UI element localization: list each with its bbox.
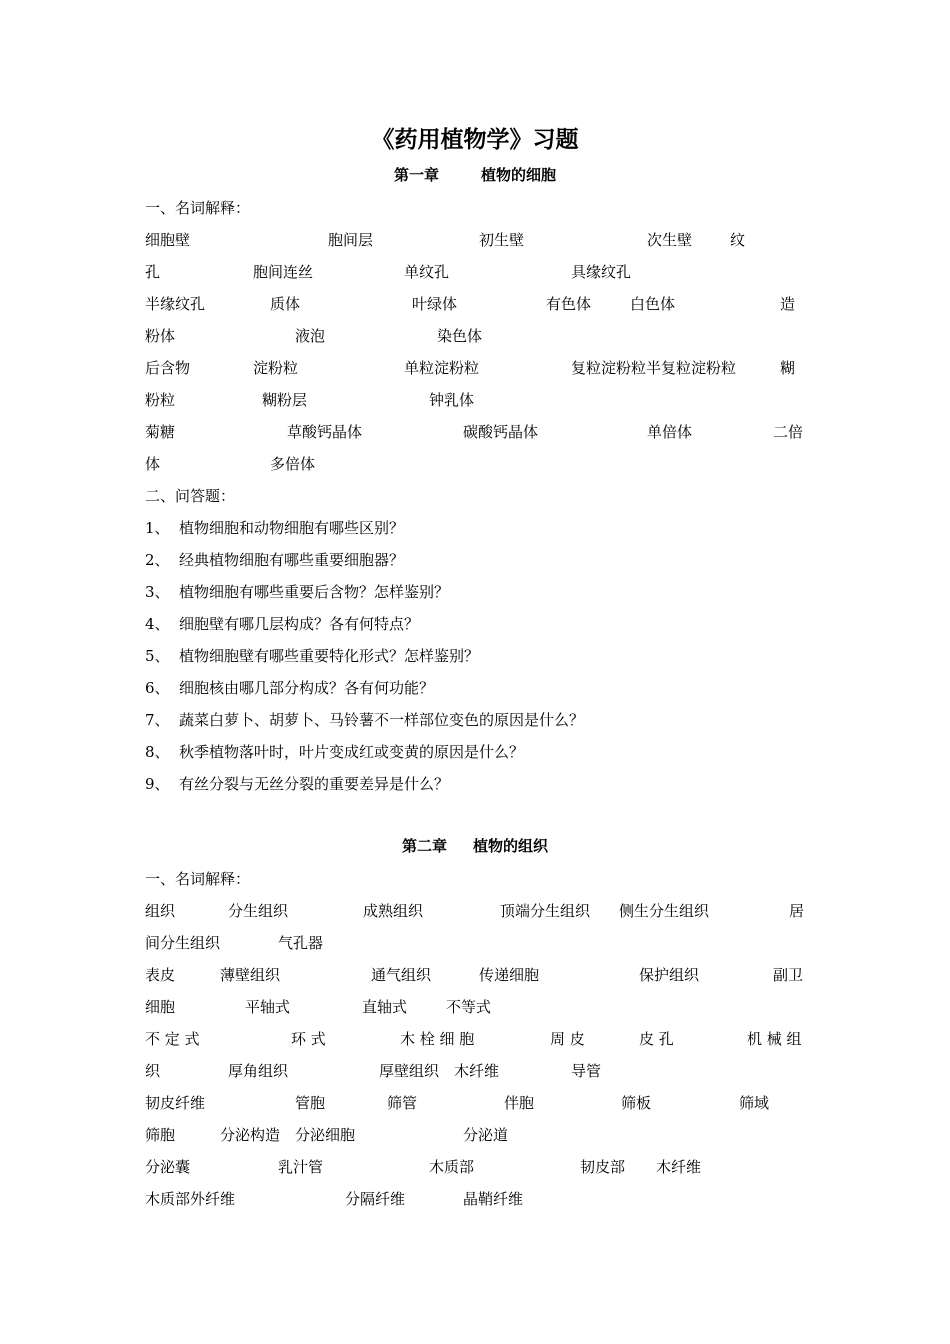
term: 周 皮	[550, 1030, 585, 1048]
term: 粉粒	[145, 391, 176, 409]
term-row	[145, 931, 810, 955]
question-item	[145, 740, 810, 764]
term: 分泌道	[463, 1126, 509, 1144]
term: 筛胞	[145, 1126, 176, 1144]
chapter-2-number: 第二章	[401, 837, 447, 855]
question-number: 8、	[145, 743, 170, 761]
term: 筛域	[739, 1094, 770, 1112]
term: 顶端分生组织	[500, 902, 591, 920]
question-item	[145, 516, 810, 540]
term: 织	[145, 1062, 161, 1080]
term: 淀粉粒	[253, 359, 299, 377]
term: 单倍体	[647, 423, 693, 441]
question-text: 植物细胞壁有哪些重要特化形式？怎样鉴别？	[179, 647, 480, 665]
chapter-1-heading	[0, 163, 950, 187]
term: 不等式	[446, 998, 492, 1016]
term: 有色体	[546, 295, 592, 313]
term: 分泌细胞	[295, 1126, 356, 1144]
term: 韧皮纤维	[145, 1094, 206, 1112]
term: 分生组织	[228, 902, 289, 920]
term: 染色体	[437, 327, 483, 345]
term: 草酸钙晶体	[287, 423, 363, 441]
chapter-1-title: 植物的细胞	[481, 166, 557, 184]
question-item	[145, 580, 810, 604]
term: 白色体	[630, 295, 676, 313]
term: 筛管	[387, 1094, 418, 1112]
term: 胞间连丝	[253, 263, 314, 281]
question-item	[145, 612, 810, 636]
term: 侧生分生组织	[619, 902, 710, 920]
section-label: 二、问答题：	[145, 487, 236, 505]
term-row	[145, 292, 810, 316]
section-label: 一、名词解释：	[145, 870, 251, 888]
term: 导管	[571, 1062, 602, 1080]
term: 乳汁管	[278, 1158, 324, 1176]
term-row	[145, 1187, 810, 1211]
term: 胞间层	[328, 231, 374, 249]
term: 初生壁	[479, 231, 525, 249]
term-row	[145, 995, 810, 1019]
term: 后含物	[145, 359, 191, 377]
term: 保护组织	[639, 966, 700, 984]
term: 厚角组织	[228, 1062, 289, 1080]
term-row	[145, 1091, 810, 1115]
question-text: 植物细胞和动物细胞有哪些区别？	[179, 519, 405, 537]
term: 气孔器	[278, 934, 324, 952]
term: 平轴式	[245, 998, 291, 1016]
question-item	[145, 676, 810, 700]
term: 糊粉层	[262, 391, 308, 409]
term: 复粒淀粉粒半复粒淀粉粒	[571, 359, 737, 377]
term: 液泡	[295, 327, 326, 345]
term: 木质部	[429, 1158, 475, 1176]
term-row	[145, 963, 810, 987]
term-row	[145, 260, 810, 284]
question-number: 2、	[145, 551, 170, 569]
term: 分泌囊	[145, 1158, 191, 1176]
term: 居	[789, 902, 805, 920]
question-number: 7、	[145, 711, 170, 729]
term-row	[145, 1059, 810, 1083]
question-item	[145, 708, 810, 732]
term: 晶鞘纤维	[463, 1190, 524, 1208]
term: 皮 孔	[639, 1030, 674, 1048]
term: 韧皮部	[580, 1158, 626, 1176]
question-text: 有丝分裂与无丝分裂的重要差异是什么？	[179, 775, 450, 793]
question-number: 9、	[145, 775, 170, 793]
term-row	[145, 899, 810, 923]
term: 木纤维	[656, 1158, 702, 1176]
question-item	[145, 644, 810, 668]
question-item	[145, 772, 810, 796]
term: 通气组织	[371, 966, 432, 984]
term: 表皮	[145, 966, 176, 984]
term: 机 械 组	[747, 1030, 802, 1048]
term: 成熟组织	[363, 902, 424, 920]
question-item	[145, 548, 810, 572]
term: 纹	[730, 231, 746, 249]
term: 副卫	[773, 966, 804, 984]
term: 二倍	[773, 423, 804, 441]
question-number: 1、	[145, 519, 170, 537]
term: 次生壁	[647, 231, 693, 249]
term: 单纹孔	[404, 263, 450, 281]
term: 菊糖	[145, 423, 176, 441]
chapter-2-title: 植物的组织	[473, 837, 549, 855]
term-row	[145, 1123, 810, 1147]
term: 孔	[145, 263, 161, 281]
term: 分泌构造	[220, 1126, 281, 1144]
term-row	[145, 388, 810, 412]
question-text: 经典植物细胞有哪些重要细胞器？	[179, 551, 405, 569]
term: 环 式	[291, 1030, 326, 1048]
term-row	[145, 420, 810, 444]
term: 不 定 式	[145, 1030, 200, 1048]
term: 造	[780, 295, 796, 313]
question-number: 4、	[145, 615, 170, 633]
term: 钟乳体	[429, 391, 475, 409]
question-text: 蔬菜白萝卜、胡萝卜、马铃薯不一样部位变色的原因是什么？	[179, 711, 585, 729]
chapter-1-number: 第一章	[393, 166, 439, 184]
question-text: 秋季植物落叶时，叶片变成红或变黄的原因是什么？	[179, 743, 525, 761]
term: 细胞	[145, 998, 176, 1016]
term-row	[145, 356, 810, 380]
term: 碳酸钙晶体	[463, 423, 539, 441]
term: 直轴式	[362, 998, 408, 1016]
question-number: 3、	[145, 583, 170, 601]
term: 厚壁组织	[379, 1062, 440, 1080]
term-row	[145, 1155, 810, 1179]
section-label: 一、名词解释：	[145, 199, 251, 217]
term-row	[145, 1027, 810, 1051]
document-title: 《药用植物学》习题	[371, 126, 579, 153]
question-number: 6、	[145, 679, 170, 697]
term: 伴胞	[504, 1094, 535, 1112]
term: 单粒淀粉粒	[404, 359, 480, 377]
term: 筛板	[621, 1094, 652, 1112]
question-text: 植物细胞有哪些重要后含物？怎样鉴别？	[179, 583, 450, 601]
term-row	[145, 452, 810, 476]
term-row	[145, 228, 810, 252]
question-text: 细胞核由哪几部分构成？各有何功能？	[179, 679, 435, 697]
term: 粉体	[145, 327, 176, 345]
term: 间分生组织	[145, 934, 221, 952]
term: 木 栓 细 胞	[400, 1030, 475, 1048]
term: 具缘纹孔	[571, 263, 632, 281]
question-number: 5、	[145, 647, 170, 665]
term: 木质部外纤维	[145, 1190, 236, 1208]
term: 半缘纹孔	[145, 295, 206, 313]
chapter-2-heading	[0, 834, 950, 858]
term: 木纤维	[454, 1062, 500, 1080]
term: 多倍体	[270, 455, 316, 473]
term: 叶绿体	[412, 295, 458, 313]
term: 质体	[270, 295, 301, 313]
term: 传递细胞	[479, 966, 540, 984]
term: 分隔纤维	[345, 1190, 406, 1208]
term: 薄壁组织	[220, 966, 281, 984]
term-row	[145, 324, 810, 348]
term: 管胞	[295, 1094, 326, 1112]
term: 细胞壁	[145, 231, 191, 249]
term: 糊	[780, 359, 796, 377]
term: 组织	[145, 902, 176, 920]
term: 体	[145, 455, 161, 473]
question-text: 细胞壁有哪几层构成？各有何特点？	[179, 615, 420, 633]
